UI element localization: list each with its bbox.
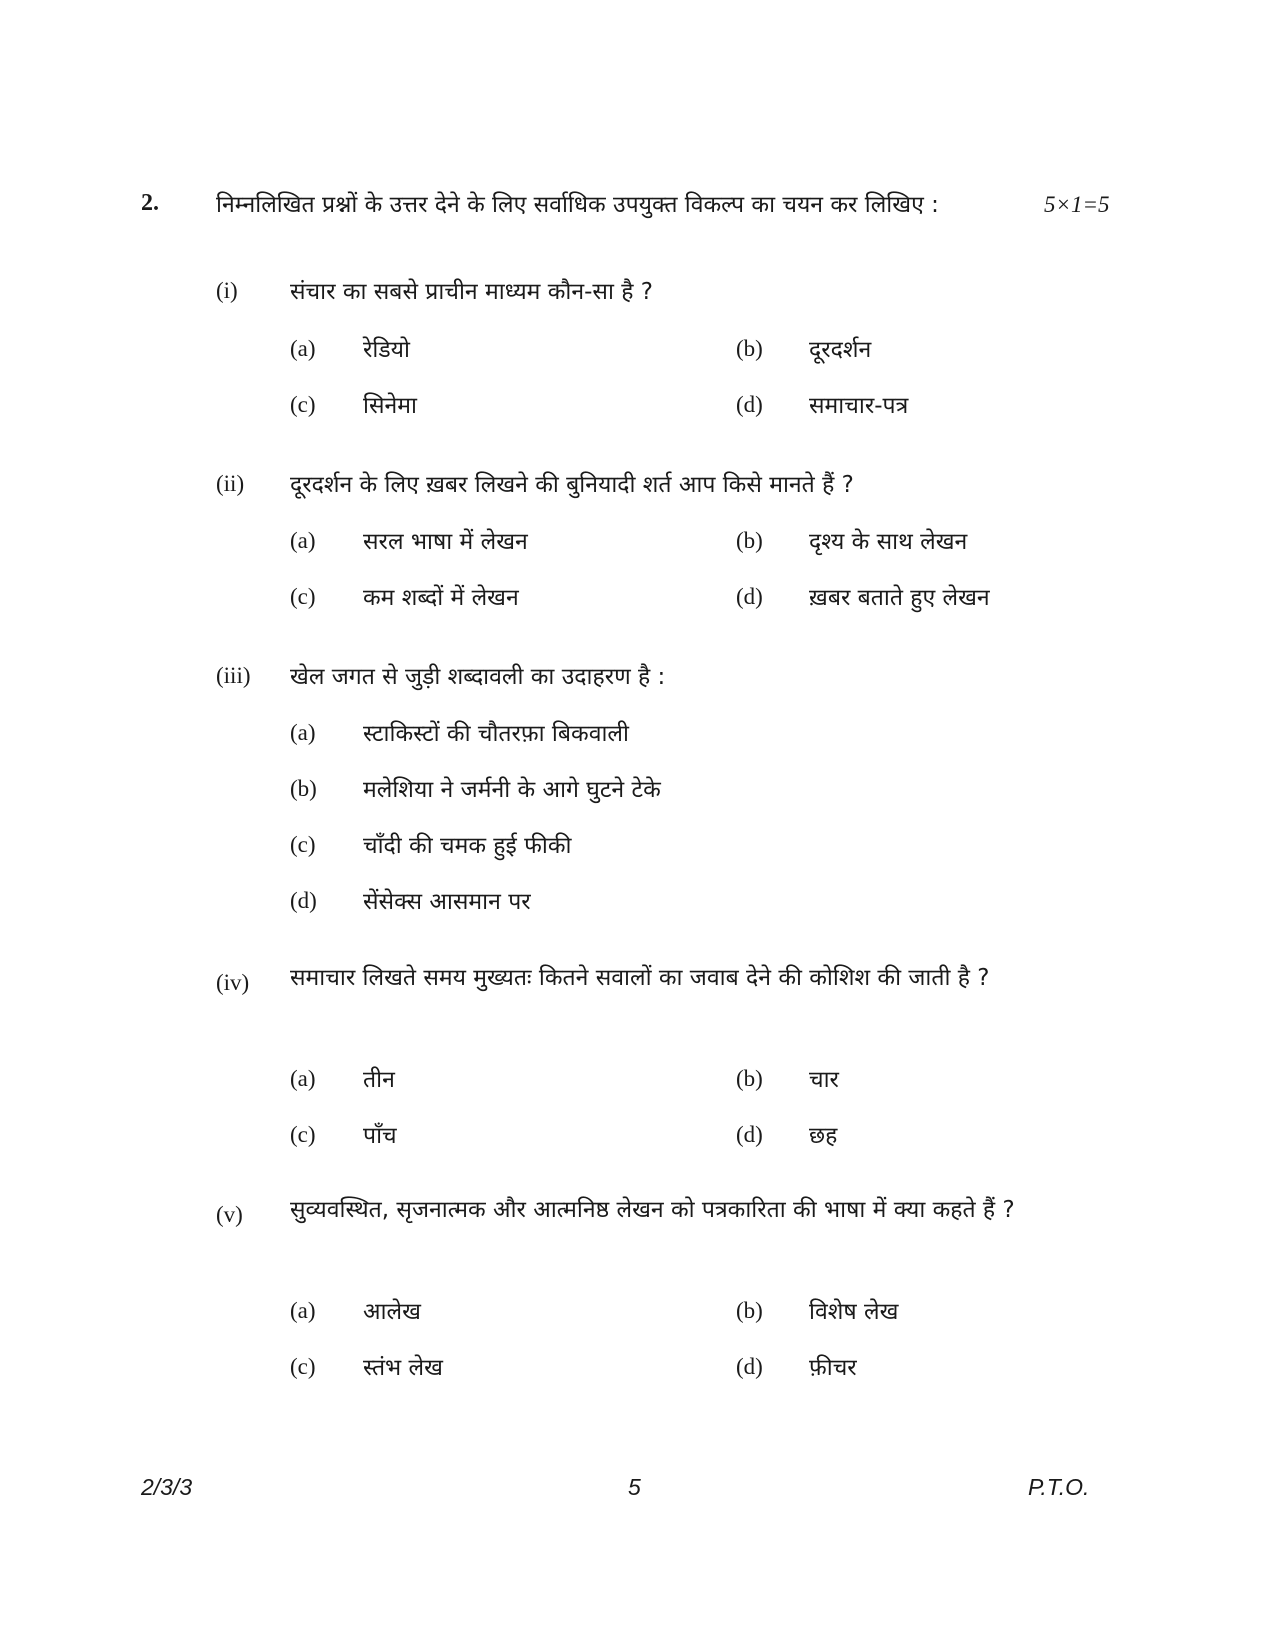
option-text: फ़ीचर [809,1355,857,1381]
option-letter: (a) [290,1298,316,1323]
question-number: 2. [141,190,159,216]
paper-code: 2/3/3 [141,1474,193,1500]
option-text: दूरदर्शन [809,337,872,363]
option-letter: (b) [736,1066,763,1091]
subquestion-number: (v) [216,1202,243,1227]
option-letter: (b) [290,776,317,801]
question-marks: 5×1=5 [1044,192,1110,217]
option-letter: (d) [736,584,763,609]
page-number: 5 [628,1474,641,1500]
question-instruction: निम्नलिखित प्रश्नों के उत्तर देने के लिए सर्वाधिक उपयुक्त विकल्प का चयन कर लिखिए : [216,192,939,218]
option-text: मलेशिया ने जर्मनी के आगे घुटने टेके [363,777,661,803]
pto-label: P.T.O. [1028,1474,1090,1500]
option-text: सेंसेक्स आसमान पर [363,889,531,915]
option-text: तीन [363,1067,395,1093]
option-letter: (d) [736,1354,763,1379]
option-letter: (d) [736,392,763,417]
option-letter: (a) [290,720,316,745]
option-text: ख़बर बताते हुए लेखन [809,585,990,611]
option-letter: (d) [290,888,317,913]
option-text: स्तंभ लेख [363,1355,443,1381]
option-text: विशेष लेख [809,1299,899,1325]
subquestion-text: संचार का सबसे प्राचीन माध्यम कौन-सा है ? [290,279,653,305]
option-text: समाचार-पत्र [809,393,909,419]
option-letter: (b) [736,1298,763,1323]
option-text: चाँदी की चमक हुई फीकी [363,833,572,859]
option-letter: (d) [736,1122,763,1147]
option-letter: (a) [290,1066,316,1091]
option-letter: (b) [736,336,763,361]
option-text: दृश्य के साथ लेखन [809,529,968,555]
option-letter: (c) [290,584,316,609]
subquestion-text: दूरदर्शन के लिए ख़बर लिखने की बुनियादी शर्त आप किसे मानते हैं ? [290,472,854,498]
subquestion-number: (iv) [216,970,250,995]
subquestion-number: (iii) [216,663,251,688]
option-text: छह [809,1123,838,1149]
option-letter: (c) [290,832,316,857]
option-text: सिनेमा [363,393,417,419]
option-text: रेडियो [363,337,410,363]
option-letter: (c) [290,392,316,417]
option-text: आलेख [363,1299,421,1325]
option-letter: (c) [290,1354,316,1379]
subquestion-text: सुव्यवस्थित, सृजनात्मक और आत्मनिष्ठ लेखन को पत्रकारिता की भाषा में क्या कहते हैं ? [290,1197,1015,1223]
option-letter: (c) [290,1122,316,1147]
option-letter: (a) [290,336,316,361]
option-letter: (a) [290,528,316,553]
subquestion-number: (i) [216,278,238,303]
subquestion-text: खेल जगत से जुड़ी शब्दावली का उदाहरण है : [290,664,666,690]
option-text: सरल भाषा में लेखन [363,529,528,555]
option-text: कम शब्दों में लेखन [363,585,519,611]
option-text: स्टाकिस्टों की चौतरफ़ा बिकवाली [363,721,629,747]
subquestion-text: समाचार लिखते समय मुख्यतः कितने सवालों का जवाब देने की कोशिश की जाती है ? [290,965,990,991]
option-text: पाँच [363,1123,397,1149]
subquestion-number: (ii) [216,471,245,496]
option-letter: (b) [736,528,763,553]
option-text: चार [809,1067,839,1093]
